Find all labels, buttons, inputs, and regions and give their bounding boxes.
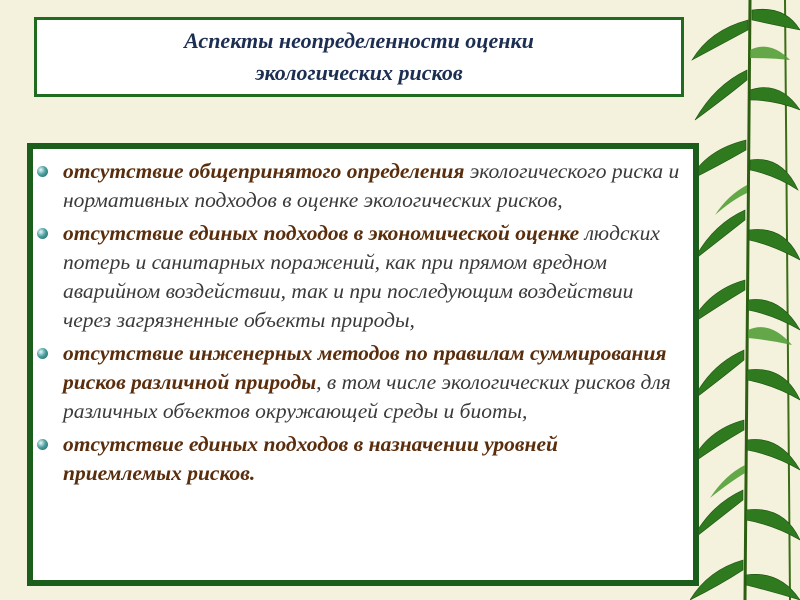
list-item (37, 219, 681, 335)
item-text: людских потерь и санитарных поражений, как при прямом вредном аварийном воздействии, так и при последующим воздействии через загрязненные объекты природы, (63, 221, 660, 332)
slide-title: Аспекты неопределенности оценки экологических рисков (184, 28, 534, 85)
item-text: , в том числе экологических рисков для различных объектов окружающей среды и биоты, (63, 370, 671, 423)
list-item (37, 339, 681, 426)
sphere-bullet-icon (37, 348, 48, 359)
sphere-bullet-icon (37, 439, 48, 450)
item-emphasis: отсутствие единых подходов в назначении уровней приемлемых рисков. (63, 432, 558, 485)
bamboo-leaves-image (690, 0, 800, 600)
content-box (27, 143, 699, 586)
title-box (34, 17, 684, 97)
item-text: экологического риска и нормативных подходов в оценке экологических рисков, (63, 159, 680, 212)
sphere-bullet-icon (37, 166, 48, 177)
sphere-bullet-icon (37, 228, 48, 239)
item-emphasis: отсутствие общепринятого определения (63, 159, 465, 183)
aspect-list (37, 157, 681, 488)
item-emphasis: отсутствие единых подходов в экономической оценке (63, 221, 580, 245)
item-emphasis: отсутствие инженерных методов по правилам суммирования рисков различной природы (63, 341, 667, 394)
list-item (37, 157, 681, 215)
list-item (37, 430, 681, 488)
